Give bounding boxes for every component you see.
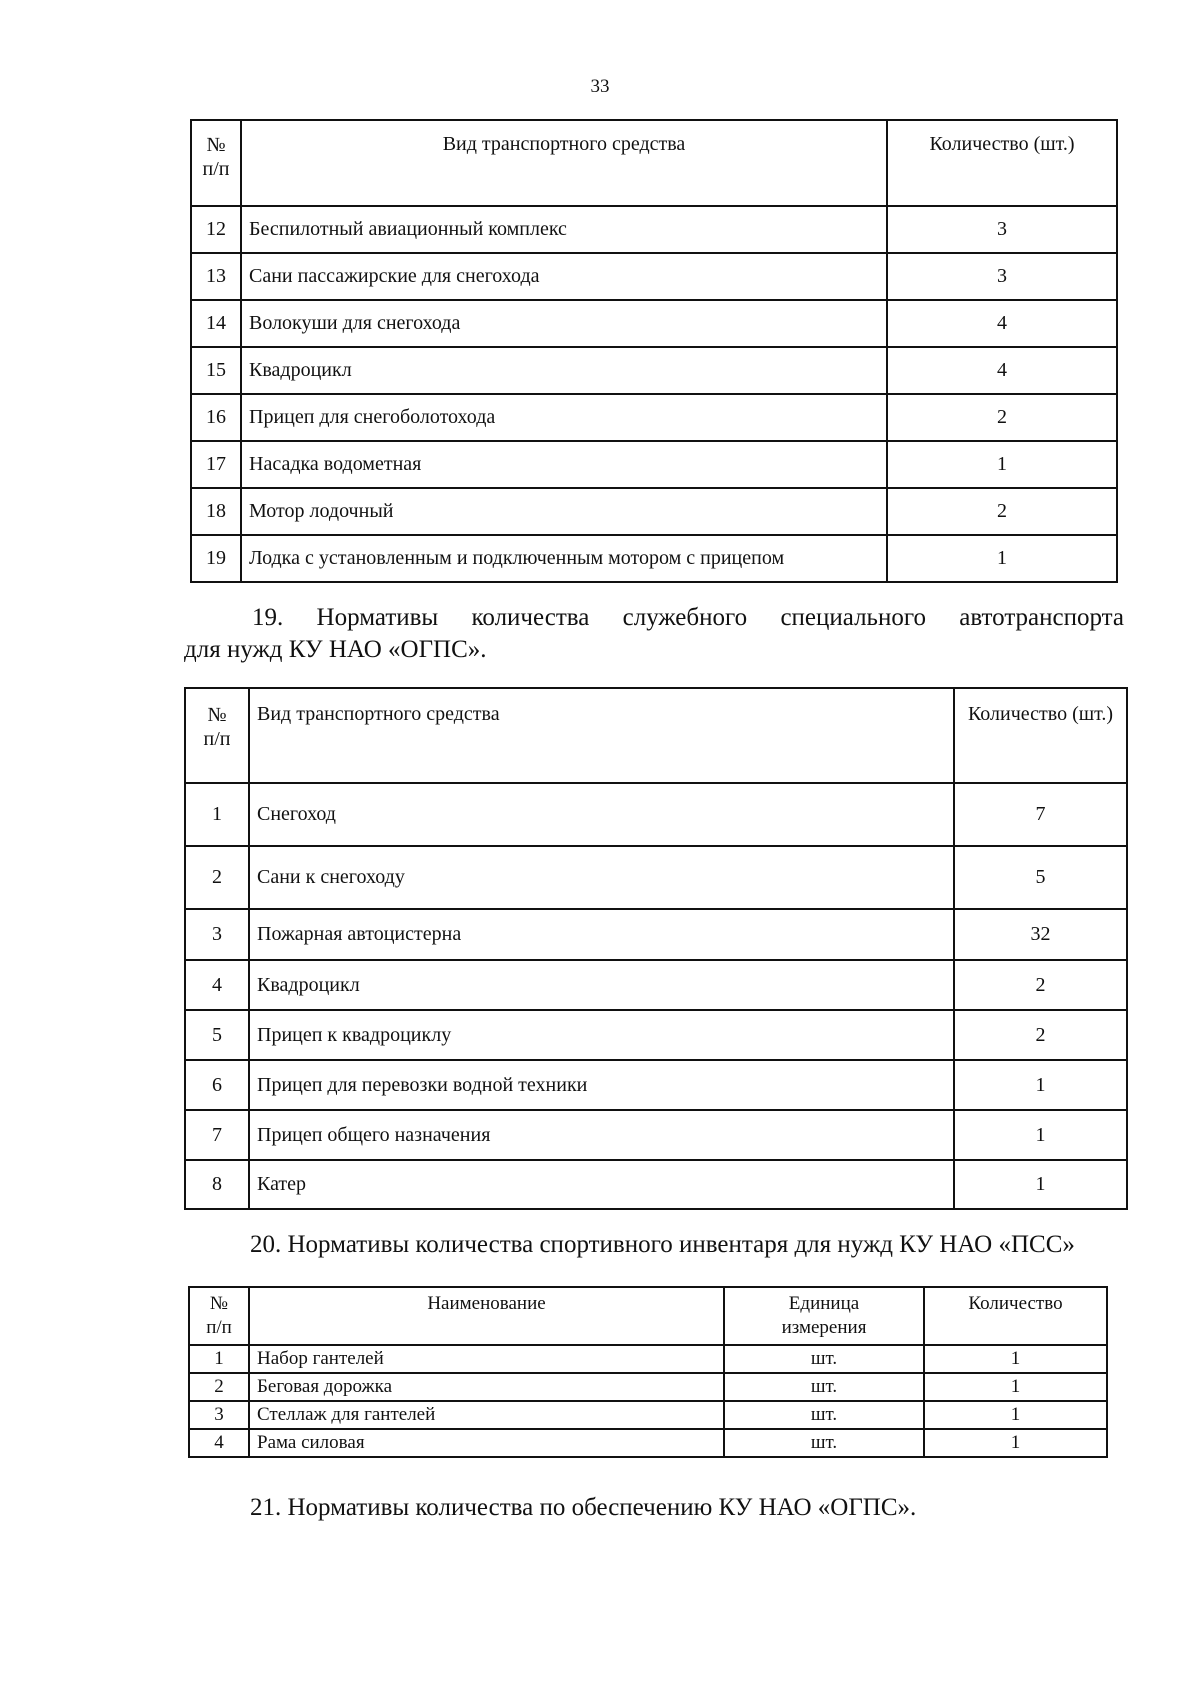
section-19-heading [184,602,1124,666]
header-vehicle-type: Вид транспортного средства [241,120,887,206]
row-number: 1 [189,1345,249,1373]
table-header-row [189,1287,1107,1345]
header-name: Наименование [249,1287,724,1345]
row-number: 15 [191,347,241,394]
row-quantity: 1 [924,1373,1107,1401]
row-quantity: 1 [887,535,1117,582]
row-number: 14 [191,300,241,347]
table-row [191,347,1117,394]
row-name: Прицеп для снегоболотохода [241,394,887,441]
row-name: Насадка водометная [241,441,887,488]
section-20-heading: 20. Нормативы количества спортивного инвентаря для нужд КУ НАО «ПСС» [250,1231,1075,1258]
header-number: № п/п [185,688,249,783]
row-quantity: 2 [954,1010,1127,1060]
row-number: 2 [185,846,249,909]
table-row [191,394,1117,441]
row-name: Рама силовая [249,1429,724,1457]
sports-equipment-table [188,1286,1108,1458]
row-name: Катер [249,1160,954,1209]
row-name: Набор гантелей [249,1345,724,1373]
table-row [191,488,1117,535]
header-vehicle-type: Вид транспортного средства [249,688,954,783]
table-row [189,1429,1107,1457]
row-name: Сани пассажирские для снегохода [241,253,887,300]
row-name: Лодка с установленным и подключенным мотором с прицепом [241,535,887,582]
section-19-line-1: 19. Нормативы количества служебного специального автотранспорта [252,604,1124,631]
row-number: 8 [185,1160,249,1209]
row-name: Стеллаж для гантелей [249,1401,724,1429]
special-vehicle-table [184,687,1128,1210]
row-quantity: 1 [954,1110,1127,1160]
row-number: 4 [189,1429,249,1457]
row-number: 19 [191,535,241,582]
row-quantity: 2 [954,960,1127,1010]
row-number: 7 [185,1110,249,1160]
row-quantity: 1 [954,1160,1127,1209]
row-quantity: 1 [887,441,1117,488]
table-header-row [185,688,1127,783]
row-quantity: 5 [954,846,1127,909]
table-row [191,206,1117,253]
header-number: № п/п [189,1287,249,1345]
row-quantity: 4 [887,300,1117,347]
row-quantity: 1 [924,1401,1107,1429]
row-number: 16 [191,394,241,441]
section-21-heading: 21. Нормативы количества по обеспечению КУ НАО «ОГПС». [250,1494,917,1521]
table-row [191,253,1117,300]
row-name: Прицеп для перевозки водной техники [249,1060,954,1110]
row-quantity: 32 [954,909,1127,960]
row-number: 3 [189,1401,249,1429]
row-name: Квадроцикл [249,960,954,1010]
row-number: 2 [189,1373,249,1401]
header-quantity: Количество (шт.) [954,688,1127,783]
row-quantity: 1 [924,1429,1107,1457]
row-name: Сани к снегоходу [249,846,954,909]
row-number: 3 [185,909,249,960]
row-name: Снегоход [249,783,954,846]
row-number: 12 [191,206,241,253]
vehicle-table-continued [190,119,1118,583]
row-number: 17 [191,441,241,488]
page-number: 33 [590,76,610,97]
table-row [185,960,1127,1010]
table-row [189,1345,1107,1373]
header-quantity: Количество [924,1287,1107,1345]
row-unit: шт. [724,1345,924,1373]
row-quantity: 1 [924,1345,1107,1373]
table-row [185,1160,1127,1209]
row-name: Прицеп общего назначения [249,1110,954,1160]
row-quantity: 3 [887,253,1117,300]
row-number: 6 [185,1060,249,1110]
row-quantity: 2 [887,488,1117,535]
table-row [185,909,1127,960]
table-row [191,441,1117,488]
row-quantity: 2 [887,394,1117,441]
row-unit: шт. [724,1401,924,1429]
row-number: 13 [191,253,241,300]
row-unit: шт. [724,1429,924,1457]
header-unit: Единица измерения [724,1287,924,1345]
row-quantity: 1 [954,1060,1127,1110]
row-number: 18 [191,488,241,535]
table-row [191,535,1117,582]
table-row [189,1373,1107,1401]
table-row [185,1010,1127,1060]
table-row [185,846,1127,909]
row-name: Квадроцикл [241,347,887,394]
row-name: Волокуши для снегохода [241,300,887,347]
row-number: 1 [185,783,249,846]
table-row [185,1060,1127,1110]
row-quantity: 3 [887,206,1117,253]
section-19-line-2: для нужд КУ НАО «ОГПС». [184,636,487,663]
row-number: 5 [185,1010,249,1060]
row-name: Прицеп к квадроциклу [249,1010,954,1060]
row-unit: шт. [724,1373,924,1401]
header-number: № п/п [191,120,241,206]
row-quantity: 7 [954,783,1127,846]
row-quantity: 4 [887,347,1117,394]
row-name: Мотор лодочный [241,488,887,535]
row-name: Пожарная автоцистерна [249,909,954,960]
table-row [191,300,1117,347]
header-quantity: Количество (шт.) [887,120,1117,206]
row-name: Беговая дорожка [249,1373,724,1401]
row-number: 4 [185,960,249,1010]
table-row [189,1401,1107,1429]
table-row [185,783,1127,846]
row-name: Беспилотный авиационный комплекс [241,206,887,253]
table-header-row [191,120,1117,206]
table-row [185,1110,1127,1160]
